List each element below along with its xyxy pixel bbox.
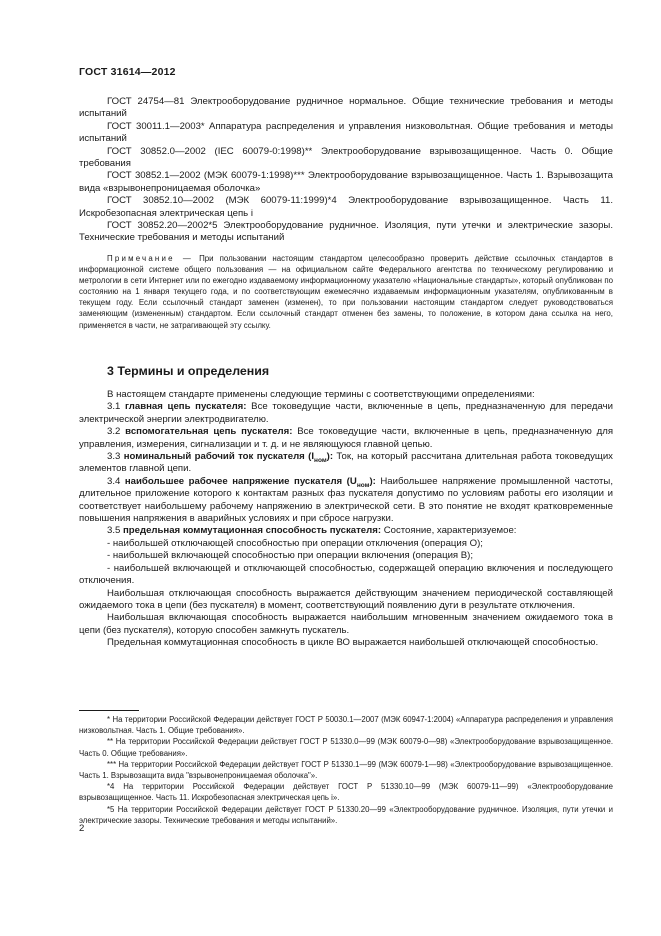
paragraph: Предельная коммутационная способность в цикле ВО выражается наибольшей отключающей способностью. bbox=[107, 637, 599, 649]
document-header: ГОСТ 31614—2012 bbox=[79, 66, 176, 78]
footnote: *** На территории Российской Федерации действует ГОСТ Р 51330.1—99 (МЭК 60079-1—98) «Электрооборудование взрывозащищенное. Часть 1. Взрывозащита вида "взрывонепроницаемая оболочка"». bbox=[79, 759, 613, 781]
footnotes bbox=[79, 714, 613, 826]
reference-item: ГОСТ 30852.0—2002 (IEC 60079-0:1998)** Электрооборудование взрывозащищенное. Часть 0. Общие требования bbox=[79, 145, 613, 170]
term-3-4: 3.4 наибольшее рабочее напряжение пускателя $(U_{ном})$: Наибольшее напряжение промышленной частоты, длительное приложение которого к контактам разных фаз пускателя допустимо по условиям работы его изоляции и соответствует наибольшему рабочему напряжению в электрической сети. В это понятие не входят кратковременные повышения напряжения в аварийных условиях и при сбросе нагрузки. bbox=[79, 475, 613, 525]
term-definition: Состояние, характеризуемое: bbox=[383, 525, 517, 537]
list-item: - наибольшей включающей и отключающей способностью, содержащей операцию включения и последующего отключения. bbox=[79, 562, 613, 587]
term-3-5: 3.5 предельная коммутационная способность пускателя: Состояние, характеризуемое: bbox=[107, 525, 517, 537]
section-title: 3 Термины и определения bbox=[107, 364, 270, 378]
section-body bbox=[79, 389, 613, 650]
term-definition: Наибольшее напряжение промышленной частоты, длительное приложение которого к контактам разных фаз пускателя допустимо по условиям работы его изоляции и соответствует наибольшему рабочему напряжению в электрической сети. В это понятие не входят кратковременные повышения напряжения в аварийных условиях и при сбросе нагрузки. bbox=[79, 475, 613, 525]
term-name: вспомогательная цепь пускателя: bbox=[125, 426, 293, 438]
footnote: *5 На территории Российской Федерации действует ГОСТ Р 51330.20—99 «Электрооборудование рудничное. Изоляция, пути утечки и электрические зазоры. Технические требования и методы испытаний». bbox=[79, 804, 613, 825]
term-name: главная цепь пускателя: bbox=[125, 401, 247, 413]
term-3-3: 3.3 номинальный рабочий ток пускателя $(I_{ном})$: Ток, на который рассчитана длительная работа токоведущих элементов главной цепи. bbox=[79, 451, 613, 475]
term-name: предельная коммутационная способность пускателя: bbox=[123, 525, 382, 537]
list-item: - наибольшей включающей способностью при операции включения (операция В); bbox=[107, 550, 474, 562]
note-text: При пользовании настоящим стандартом целесообразно проверить действие ссылочных стандартов в информационной системе общего пользования — на официальном сайте Федерального агентства по техническому регулированию и метрологии в сети Интернет или по ежегодно издаваемому информационному указателю «Национальные стандарты», который опубликован по состоянию на 1 января текущего года, и по соответствующим ежемесячно издаваемым информационным указателям, опубликованным в текущем году. Если ссылочный стандарт заменен (изменен), то при пользовании настоящим стандартом следует руководствоваться заменяющим (измененным) стандартом. Если ссылочный стандарт отменен без замены, то положение, в котором дана ссылка на него, применяется в части, не затрагивающей эту ссылку. bbox=[79, 254, 613, 330]
footnote: ** На территории Российской Федерации действует ГОСТ Р 51330.0—99 (МЭК 60079-0—98) «Электрооборудование взрывозащищенное. Часть 0. Общие требования». bbox=[79, 737, 613, 758]
reference-item: ГОСТ 30852.10—2002 (МЭК 60079-11:1999)*4 Электрооборудование взрывозащищенное. Часть 11. Искробезопасная электрическая цепь i bbox=[79, 195, 613, 219]
footnote: * На территории Российской Федерации действует ГОСТ Р 50030.1—2007 (МЭК 60947-1:2004) «Аппаратура распределения и управления низковольтная. Часть 1. Общие требования». bbox=[79, 715, 613, 736]
reference-item: ГОСТ 24754—81 Электрооборудование рудничное нормальное. Общие технические требования и методы испытаний bbox=[79, 96, 613, 120]
section-intro: В настоящем стандарте применены следующие термины с соответствующими определениями: bbox=[107, 389, 535, 400]
reference-item: ГОСТ 30011.1—2003* Аппаратура распределения и управления низковольтная. Общие требования и методы испытаний bbox=[79, 120, 613, 145]
term-definition: Все токоведущие части, включенные в цепь, предназначенную для управления, измерения, сигнализации и т. д. и не являющуюся главной цепью. bbox=[79, 426, 614, 450]
reference-item: ГОСТ 30852.1—2002 (МЭК 60079-1:1998)*** Электрооборудование взрывозащищенное. Часть 1. Взрывозащита вида «взрывонепроницаемая оболочка» bbox=[79, 170, 613, 194]
footnote: *4 На территории Российской Федерации действует ГОСТ Р 51330.10—99 (МЭК 60079-11—99) «Электрооборудование взрывозащищенное. Часть 11. Искробезопасная электрическая цепь i». bbox=[79, 782, 613, 803]
note-block bbox=[79, 253, 613, 331]
paragraph: Наибольшая отключающая способность выражается действующим значением периодической составляющей ожидаемого тока в цепи (без пускателя) в момент, соответствующий появлению дуги в результате отключения. bbox=[79, 587, 613, 611]
paragraph: Наибольшая включающая способность выражается наибольшим мгновенным значением ожидаемого тока в цепи (без пускателя), которую способен замкнуть пускатель. bbox=[79, 612, 613, 636]
term-name: номинальный рабочий ток пускателя $(I_{ном})$: bbox=[123, 451, 334, 464]
note-lead: Примечание — bbox=[107, 254, 194, 263]
list-item: - наибольшей отключающей способностью при операции отключения (операция О); bbox=[107, 537, 483, 549]
term-name: наибольшее рабочее напряжение пускателя $(U_{ном})$: bbox=[124, 475, 376, 489]
footnote-separator bbox=[79, 710, 139, 711]
reference-item: ГОСТ 30852.20—2002*5 Электрооборудование рудничное. Изоляция, пути утечки и электрические зазоры. Технические требования и методы испытаний bbox=[79, 220, 613, 244]
term-3-1: 3.1 главная цепь пускателя: Все токоведущие части, включенные в цепь, предназначенную для передачи электрической энергии электродвигателю. bbox=[79, 401, 613, 425]
term-definition: Все токоведущие части, включенные в цепь, предназначенную для передачи электрической энергии электродвигателю. bbox=[79, 401, 613, 425]
normative-references bbox=[79, 96, 613, 245]
term-3-2: 3.2 вспомогательная цепь пускателя: Все токоведущие части, включенные в цепь, предназначенную для управления, измерения, сигнализации и т. д. и не являющуюся главной цепью. bbox=[79, 426, 614, 450]
page-number: 2 bbox=[79, 823, 85, 834]
term-definition: Ток, на который рассчитана длительная работа токоведущих элементов главной цепи. bbox=[79, 451, 613, 475]
